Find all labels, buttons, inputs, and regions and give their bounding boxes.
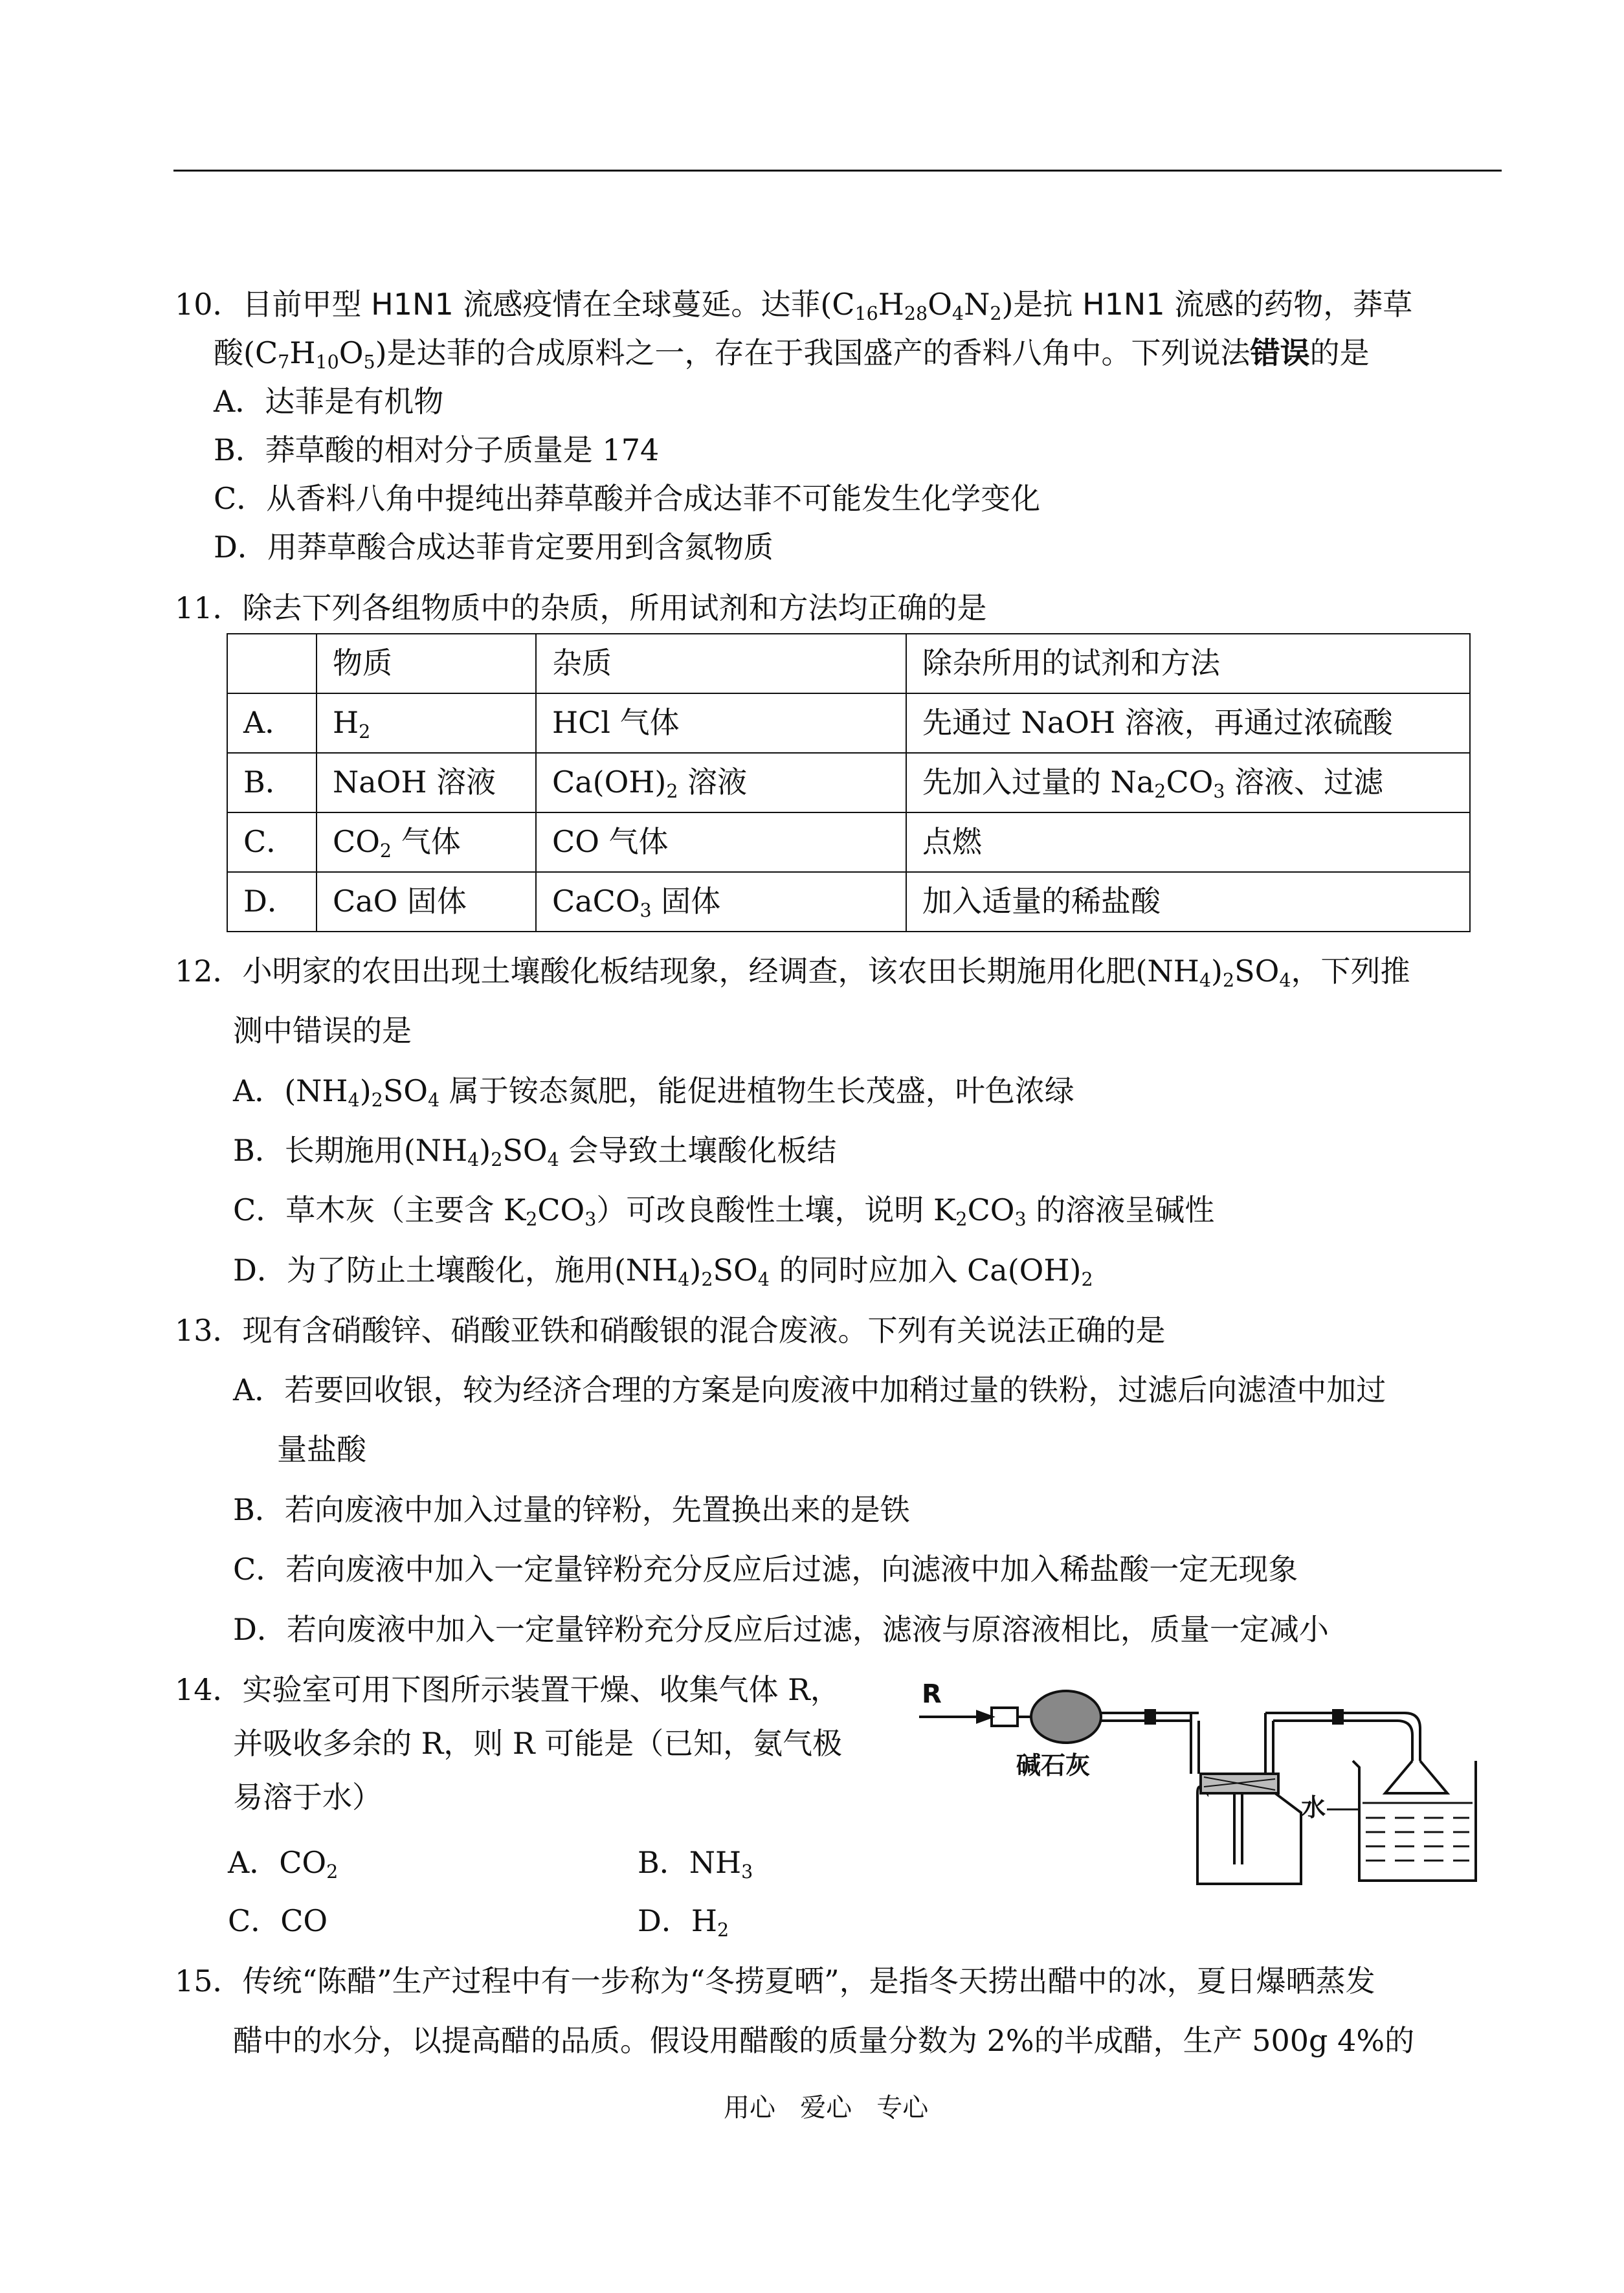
q13-option-c: C．若向废液中加入一定量锌粉充分反应后过滤，向滤液中加入稀盐酸一定无现象: [233, 1552, 1298, 1587]
q12-stem-line1: 12．小明家的农田出现土壤酸化板结现象，经调查，该农田长期施用化肥$(NH_4)_2SO_4$，下列推: [175, 954, 1410, 991]
q14-stem-line3: 易溶于水）: [233, 1780, 382, 1815]
q11-stem: 11．除去下列各组物质中的杂质，所用试剂和方法均正确的是: [175, 590, 987, 625]
impurity-cell: HCl 气体: [536, 693, 906, 753]
table-header-row: [227, 634, 1470, 693]
table-header-cell: 杂质: [536, 634, 906, 693]
substance-cell: NaOH 溶液: [317, 753, 536, 812]
q15-stem-line2: 醋中的水分，以提高醋的品质。假设用醋酸的质量分数为 2%的半成醋，生产 500g 4%的: [233, 2023, 1415, 2058]
page-footer: 用心 爱心 专心: [724, 2093, 929, 2123]
substance-cell: $H_2$: [317, 693, 536, 753]
q13-option-a-line1: A．若要回收银，较为经济合理的方案是向废液中加稍过量的铁粉，过滤后向滤渣中加过: [233, 1372, 1386, 1407]
table-header-cell: 物质: [317, 634, 536, 693]
table-row: [227, 693, 1470, 753]
impurity-cell: CaCO$_3$ 固体: [536, 872, 906, 932]
beaker: [1353, 1761, 1476, 1881]
header-rule: [173, 170, 1502, 172]
drying-tube-inlet: [992, 1708, 1018, 1726]
method-cell: 先加入过量的 $Na_2CO_3$ 溶液、过滤: [906, 753, 1470, 812]
q14-stem-line1: 14．实验室可用下图所示装置干燥、收集气体 R，: [175, 1672, 840, 1707]
table-row: [227, 753, 1470, 812]
q10-option-b: B．莽草酸的相对分子质量是 174: [214, 432, 660, 467]
soda-lime-bulb: [1031, 1691, 1101, 1743]
q13-option-a-line2: 量盐酸: [277, 1432, 366, 1467]
q10-stem-line2: 酸$(C_7H_{10}O_5)$是达菲的合成原料之一，存在于我国盛产的香料八角中。下列说法错误的是: [214, 335, 1370, 373]
inlet-arrowhead: [977, 1712, 992, 1722]
q13-stem: 13．现有含硝酸锌、硝酸亚铁和硝酸银的混合废液。下列有关说法正确的是: [175, 1313, 1166, 1348]
table-header-cell: 除杂所用的试剂和方法: [906, 634, 1470, 693]
substance-cell: $CO_2$ 气体: [317, 812, 536, 872]
row-label: D．: [227, 872, 317, 932]
q10-option-a: A．达菲是有机物: [214, 384, 444, 419]
q10-option-d: D．用莽草酸合成达菲肯定要用到含氮物质: [214, 530, 773, 565]
fig-label-r: R: [922, 1679, 942, 1709]
fig-label-water: 水: [1301, 1793, 1326, 1822]
table-row: [227, 872, 1470, 932]
method-cell: 先通过 NaOH 溶液，再通过浓硫酸: [906, 693, 1470, 753]
q13-option-d: D．若向废液中加入一定量锌粉充分反应后过滤，滤液与原溶液相比，质量一定减小: [233, 1612, 1329, 1647]
table-header-cell: [227, 634, 317, 693]
substance-cell: CaO 固体: [317, 872, 536, 932]
q12-option-d: D．为了防止土壤酸化，施用$(NH_4)_2SO_4$ 的同时应加入 $Ca(OH)_2$: [233, 1253, 1093, 1290]
q12-option-a: A．$(NH_4)_2SO_4$ 属于铵态氮肥，能促进植物生长茂盛，叶色浓绿: [233, 1073, 1074, 1111]
apparatus-diagram: [913, 1670, 1495, 1894]
method-cell: 加入适量的稀盐酸: [906, 872, 1470, 932]
q13-option-b: B．若向废液中加入过量的锌粉，先置换出来的是铁: [233, 1492, 910, 1527]
inverted-funnel: [1385, 1761, 1447, 1793]
q12-stem-line2: 测中错误的是: [233, 1013, 412, 1048]
q14-option-a: A．$CO_2$: [228, 1845, 339, 1883]
row-label: B．: [227, 753, 317, 812]
q10-stem-line1: 10．目前甲型 H1N1 流感疫情在全球蔓延。达菲$(C_{16}H_{28}O_4N_2)$是抗 H1N1 流感的药物，莽草: [175, 287, 1413, 324]
q10-option-c: C．从香料八角中提纯出莽草酸并合成达菲不可能发生化学变化: [214, 481, 1041, 516]
impurity-cell: CO 气体: [536, 812, 906, 872]
method-cell: 点燃: [906, 812, 1470, 872]
q12-option-b: B．长期施用$(NH_4)_2SO_4$ 会导致土壤酸化板结: [233, 1133, 837, 1170]
fig-label-soda-lime: 碱石灰: [1016, 1751, 1091, 1780]
row-label: A．: [227, 693, 317, 753]
q11-table: [227, 633, 1471, 932]
q14-option-c: C．CO: [228, 1903, 328, 1938]
row-label: C．: [227, 812, 317, 872]
q14-option-d: D．$H_2$: [638, 1903, 729, 1941]
collection-bottle: [1197, 1785, 1301, 1884]
q15-stem-line1: 15．传统“陈醋”生产过程中有一步称为“冬捞夏晒”，是指冬天捞出醋中的冰，夏日爆晒蒸发: [175, 1963, 1375, 1998]
table-row: [227, 812, 1470, 872]
impurity-cell: $Ca(OH)_2$ 溶液: [536, 753, 906, 812]
q12-option-c: C．草木灰（主要含 $K_2CO_3$）可改良酸性土壤，说明 $K_2CO_3$ 的溶液呈碱性: [233, 1192, 1215, 1230]
q14-stem-line2: 并吸收多余的 R，则 R 可能是（已知，氨气极: [233, 1726, 843, 1761]
q14-option-b: B．$NH_3$: [638, 1845, 753, 1883]
